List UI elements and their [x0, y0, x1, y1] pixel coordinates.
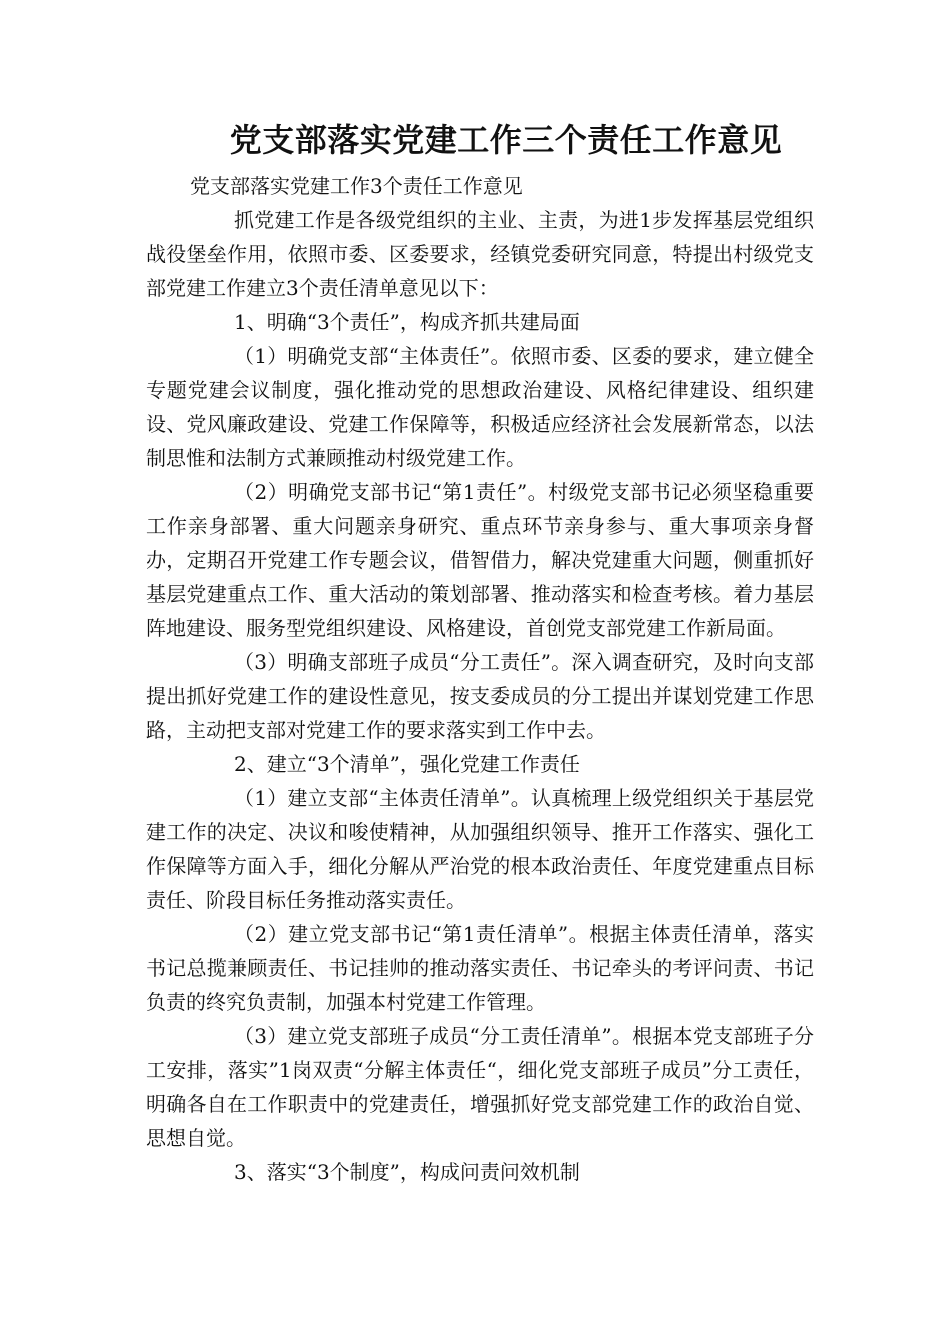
body-paragraph: （3）建立党支部班子成员“分工责任清单”。根据本党支部班子分工安排，落实”1岗双责“分解主体责任“，细化党支部班子成员”分工责任，明确各自在工作职责中的党建责任，增强抓好党支部党建工作的政治自觉、思想自觉。 — [146, 1024, 814, 1150]
body-paragraph: （2）建立党支部书记“第1责任清单”。根据主体责任清单，落实书记总揽兼顾责任、书记挂帅的推动落实责任、书记牵头的考评问责、书记负责的终究负责制，加强本村党建工作管理。 — [146, 922, 814, 1014]
body-paragraph: （2）明确党支部书记“第1责任”。村级党支部书记必须坚稳重要工作亲身部署、重大问题亲身研究、重点环节亲身参与、重大事项亲身督办，定期召开党建工作专题会议，借智借力，解决党建重大问题，侧重抓好基层党建重点工作、重大活动的策划部署、推动落实和检查考核。着力基层阵地建设、服务型党组织建设、风格建设，首创党支部党建工作新局面。 — [146, 480, 814, 640]
document-subtitle: 党支部落实党建工作3个责任工作意见 — [190, 174, 523, 198]
section-heading: 1、明确“3个责任”，构成齐抓共建局面 — [234, 310, 580, 334]
section-heading: 3、落实“3个制度”，构成问责问效机制 — [234, 1160, 580, 1184]
section-heading: 2、建立“3个清单”，强化党建工作责任 — [234, 752, 580, 776]
body-paragraph: 抓党建工作是各级党组织的主业、主责，为进1步发挥基层党组织战役堡垒作用，依照市委、区委要求，经镇党委研究同意，特提出村级党支部党建工作建立3个责任清单意见以下： — [146, 208, 814, 300]
document-body — [146, 169, 814, 1189]
body-paragraph: （1）建立支部“主体责任清单”。认真梳理上级党组织关于基层党建工作的决定、决议和唆使精神，从加强组织领导、推开工作落实、强化工作保障等方面入手，细化分解从严治党的根本政治责任、年度党建重点目标责任、阶段目标任务推动落实责任。 — [146, 786, 814, 912]
body-paragraph: （3）明确支部班子成员“分工责任”。深入调查研究，及时向支部提出抓好党建工作的建设性意见，按支委成员的分工提出并谋划党建工作思路，主动把支部对党建工作的要求落实到工作中去。 — [146, 650, 814, 742]
document-title: 党支部落实党建工作三个责任工作意见 — [229, 121, 783, 159]
body-paragraph: （1）明确党支部“主体责任”。依照市委、区委的要求，建立健全专题党建会议制度，强化推动党的思想政治建设、风格纪律建设、组织建设、党风廉政建设、党建工作保障等，积极适应经济社会发展新常态，以法制思惟和法制方式兼顾推动村级党建工作。 — [146, 344, 814, 470]
